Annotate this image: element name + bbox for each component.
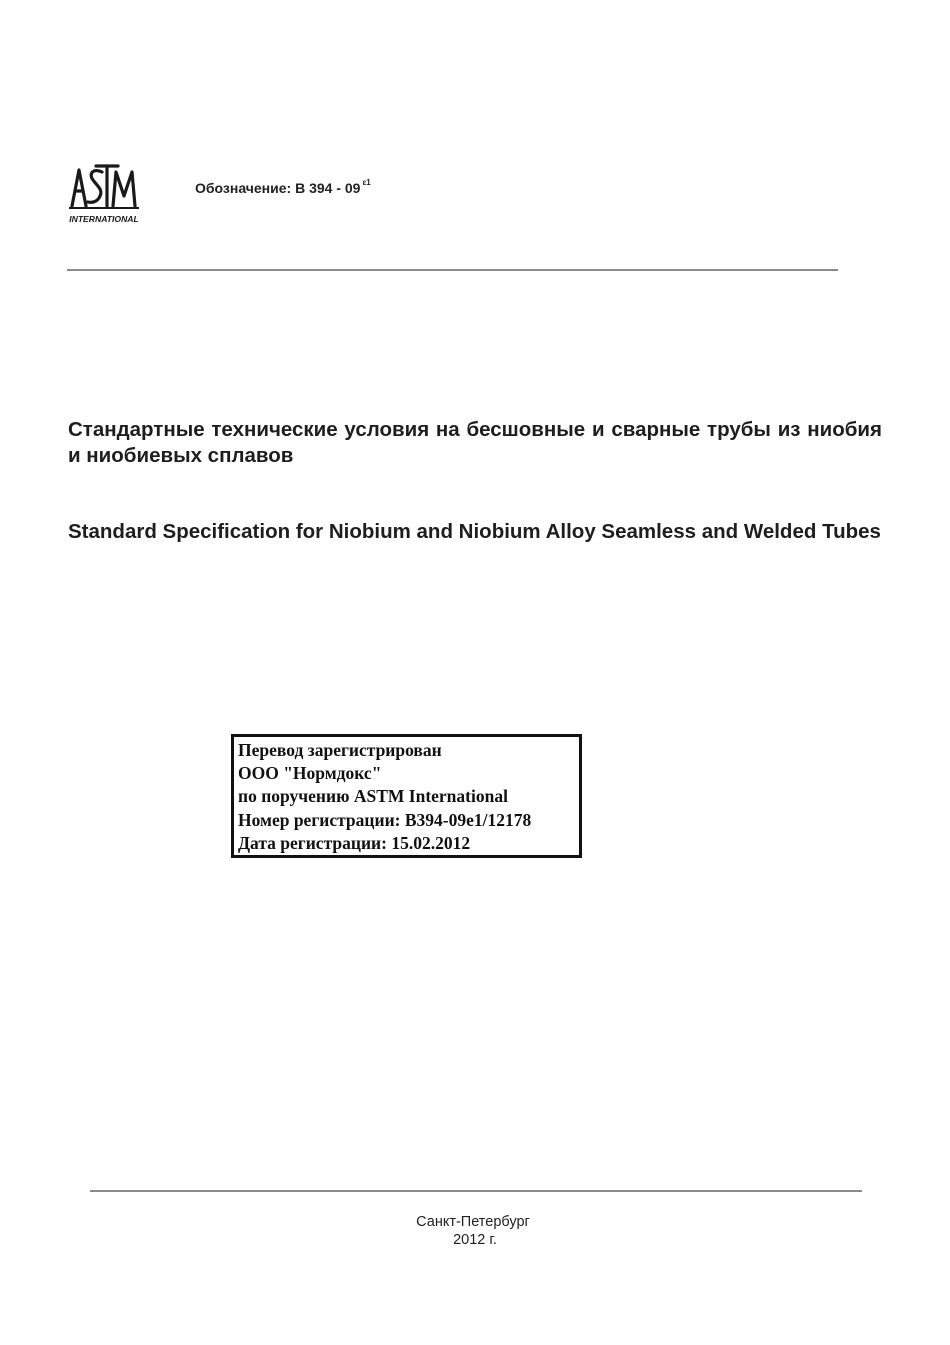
footer-city: Санкт-Петербург bbox=[416, 1214, 530, 1230]
registration-line: ООО "Нормдокс" bbox=[238, 763, 382, 784]
designation-label: Обозначение: B 394 - 09 bbox=[195, 180, 361, 196]
astm-logo bbox=[66, 160, 142, 228]
registration-line: Номер регистрации: B394-09e1/12178 bbox=[238, 809, 532, 830]
title-english: Standard Specification for Niobium and Niobium Alloy Seamless and Welded Tubes bbox=[68, 520, 881, 543]
header-divider bbox=[67, 269, 838, 271]
registration-stamp bbox=[231, 734, 582, 858]
registration-line: по поручению ASTM International bbox=[238, 786, 508, 807]
title-russian: Стандартные технические условия на бесшовные и сварные трубы из ниобия и ниобиевых сплавов bbox=[68, 418, 882, 467]
registration-line: Перевод зарегистрирован bbox=[238, 740, 442, 760]
registration-line: Дата регистрации: 15.02.2012 bbox=[238, 832, 471, 853]
footer-divider bbox=[90, 1190, 862, 1192]
designation bbox=[195, 180, 371, 196]
designation-superscript: ε1 bbox=[362, 178, 371, 188]
logo-wordmark: INTERNATIONAL bbox=[69, 214, 139, 224]
footer-year: 2012 г. bbox=[453, 1232, 497, 1248]
